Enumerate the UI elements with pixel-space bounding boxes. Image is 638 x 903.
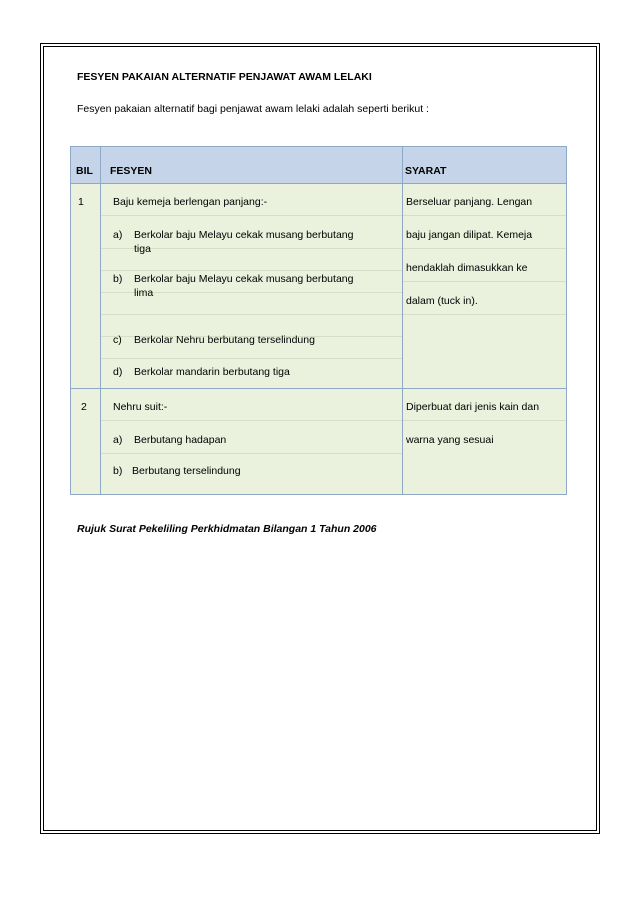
fashion-table [70,146,567,495]
row1-item-d-marker: d) [113,366,123,378]
table-row [71,184,567,389]
header-syarat: SYARAT [403,147,567,184]
row1-syarat-cell [403,184,567,389]
row2-bil-cell [71,389,101,495]
row2-syarat-line2: warna yang sesuai [406,434,494,446]
table-row [71,389,567,495]
document-intro: Fesyen pakaian alternatif bagi penjawat awam lelaki adalah seperti berikut : [77,103,429,115]
row1-item-c: Berkolar Nehru berbutang terselindung [134,334,315,346]
row1-fesyen-cell [101,184,403,389]
row1-syarat-line4: dalam (tuck in). [406,295,478,307]
header-bil: BIL [71,147,101,184]
row1-item-d: Berkolar mandarin berbutang tiga [134,366,290,378]
reference-note: Rujuk Surat Pekeliling Perkhidmatan Bilangan 1 Tahun 2006 [77,523,377,535]
row2-item-b-marker: b) [113,465,123,477]
row1-item-a-cont: tiga [134,243,151,255]
row1-bil-cell [71,184,101,389]
row1-syarat-line3: hendaklah dimasukkan ke [406,262,528,274]
row2-item-a: Berbutang hadapan [134,434,227,446]
row1-heading: Baju kemeja berlengan panjang:- [113,196,268,208]
row1-item-a: Berkolar baju Melayu cekak musang berbutang [134,229,354,241]
row2-item-a-marker: a) [113,434,123,446]
row1-item-c-marker: c) [113,334,122,346]
row1-syarat-line1: Berseluar panjang. Lengan [406,196,533,208]
row1-item-a-marker: a) [113,229,123,241]
document-title: FESYEN PAKAIAN ALTERNATIF PENJAWAT AWAM LELAKI [77,71,372,83]
row2-heading: Nehru suit:- [113,401,168,413]
row2-syarat-line1: Diperbuat dari jenis kain dan [406,401,540,413]
row1-item-b: Berkolar baju Melayu cekak musang berbutang [134,273,354,285]
row2-item-b: Berbutang terselindung [132,465,241,477]
row2-fesyen-cell [101,389,403,495]
header-fesyen: FESYEN [101,147,403,184]
row1-item-b-marker: b) [113,273,123,285]
table-header-row [71,147,567,184]
row1-item-b-cont: lima [134,287,154,299]
row2-syarat-cell [403,389,567,495]
row1-bil: 1 [78,196,84,208]
row1-syarat-line2: baju jangan dilipat. Kemeja [406,229,533,241]
row2-bil: 2 [81,401,87,413]
